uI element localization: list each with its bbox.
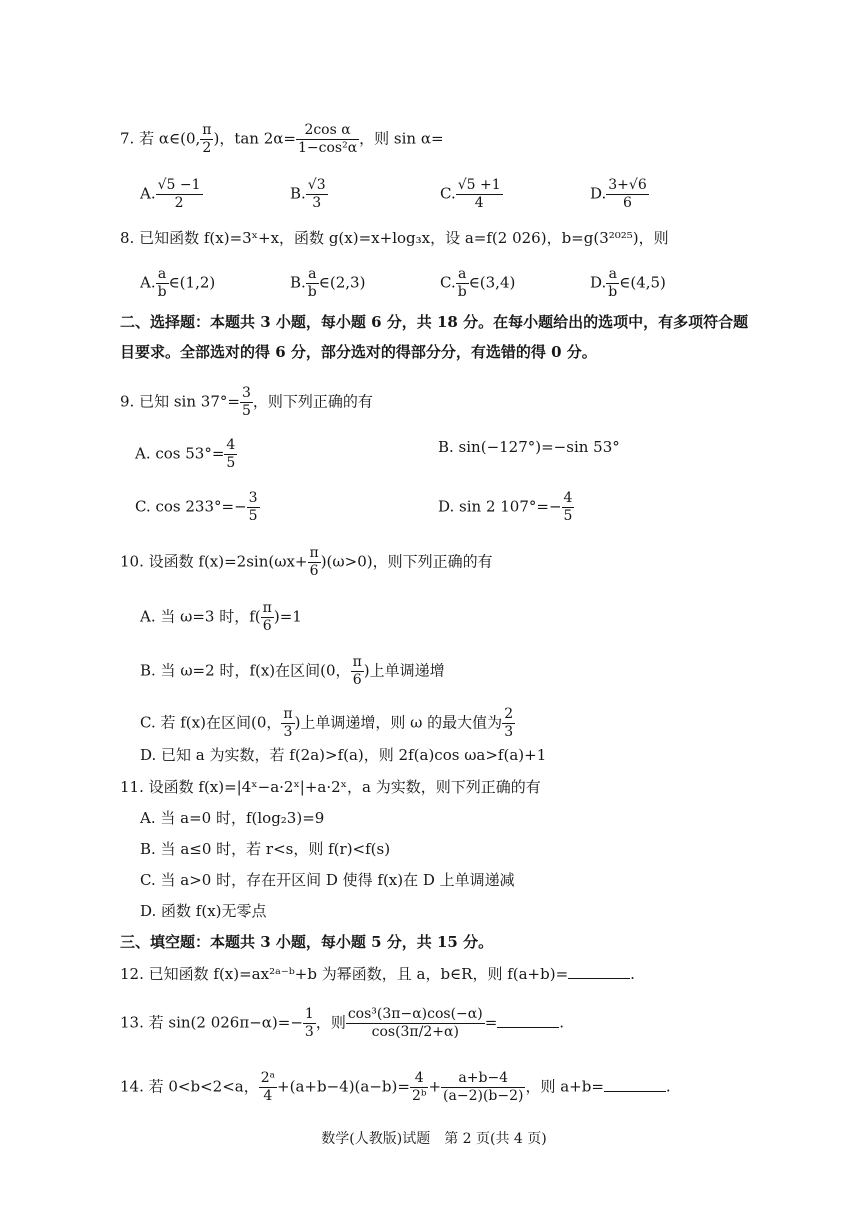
q7-fraction: $\frac{\text{2cos α}}{\text{1−cos²α}}$ (297, 122, 358, 156)
page-footer: 数学(人教版)试题 第 2 页(共 4 页) (321, 1131, 547, 1147)
q7-stem-a: 7. 若 α∈ (120, 129, 181, 148)
q7-option-d: D. $\frac{3+√6}{6}$ (590, 177, 647, 211)
q9-option-d: D. sin 2 107°=− $\frac{4}{5}$ (438, 490, 573, 524)
q11-option-c: C. 当 a>0 时，存在开区间 D 使得 f(x)在 D 上单调递减 (140, 871, 515, 889)
q10-option-b: B. 当 ω=2 时，f(x)在区间(0， $\frac{\pi}{6}$ )上单调递增 (140, 654, 445, 688)
q11-option-a: A. 当 a=0 时，f(log₂3)=9 (140, 809, 325, 827)
q8-option-d: D. $\frac{a}{b}$ ∈(4,5) (590, 266, 666, 300)
q9-option-a: A. cos 53°= $\frac{4}{5}$ (135, 437, 236, 471)
q7-option-b: B. $\frac{√3}{3}$ (290, 177, 326, 211)
q13-answer-blank[interactable] (497, 1013, 559, 1028)
q9-stem: 9. 已知 sin 37°= $\frac{3}{5}$ ，则下列正确的有 (120, 385, 373, 419)
q11-stem: 11. 设函数 f(x)=|4ˣ−a·2ˣ|+a·2ˣ，a 为实数，则下列正确的有 (120, 778, 541, 796)
q7-stem: 7. 若 α∈(0, $\frac{\pi}{2}$ )，tan 2α= $\frac{\text{2cos α}}{\text{1−cos²α}}$ ，则 sin α= (120, 122, 444, 156)
q13-stem: 13. 若 sin(2 026π−α)=− $\frac{1}{3}$ ，则 $\frac{\text{cos³(3π−α)cos(−α)}}{\cos(3\pi/2+\alpha)}$ = . (120, 1006, 565, 1040)
q13-fraction: $\frac{\text{cos³(3π−α)cos(−α)}}{\cos(3\pi/2+\alpha)}$ (347, 1006, 483, 1040)
q9-option-b: B. sin(−127°)=−sin 53° (438, 438, 620, 456)
q7-option-a: A. $\frac{√5 -1}{2}$ (140, 177, 201, 211)
section3-header: 三、填空题：本题共 3 小题，每小题 5 分，共 15 分。 (120, 933, 494, 951)
q8-option-a: A. $\frac{a}{b}$ ∈(1,2) (140, 266, 216, 300)
q8-option-c: C. $\frac{a}{b}$ ∈(3,4) (440, 266, 516, 300)
q14-answer-blank[interactable] (604, 1077, 666, 1092)
q9-option-c: C. cos 233°=− $\frac{3}{5}$ (135, 490, 258, 524)
q8-option-b: B. $\frac{a}{b}$ ∈(2,3) (290, 266, 366, 300)
section2-line1: 二、选择题：本题共 3 小题，每小题 6 分，共 18 分。在每小题给出的选项中，有多项符合题 (120, 313, 749, 331)
section2-line2: 目要求。全部选对的得 6 分，部分选对的得部分分，有选错的得 0 分。 (120, 343, 597, 361)
q7-pi-half: $\frac{\pi}{2}$ (202, 122, 212, 156)
q10-stem: 10. 设函数 f(x)=2sin(ωx+ $\frac{\pi}{6}$ )(ω>0)，则下列正确的有 (120, 545, 493, 579)
q11-option-b: B. 当 a≤0 时，若 r<s，则 f(r)<f(s) (140, 840, 391, 858)
q10-option-a: A. 当 ω=3 时，f( $\frac{\pi}{6}$ )=1 (140, 600, 302, 634)
q11-option-d: D. 函数 f(x)无零点 (140, 902, 267, 920)
q7-option-c: C. $\frac{√5 +1}{4}$ (440, 177, 501, 211)
q10-option-c: C. 若 f(x)在区间(0， $\frac{\pi}{3}$ )上单调递增，则 ω 的最大值为 $\frac{2}{3}$ (140, 706, 514, 740)
q12-answer-blank[interactable] (568, 964, 630, 979)
q10-option-d: D. 已知 a 为实数，若 f(2a)>f(a)，则 2f(a)cos ωa>f(a)+1 (140, 746, 547, 764)
q12-stem: 12. 已知函数 f(x)=ax²ᵃ⁻ᵇ+b 为幂函数，且 a，b∈R，则 f(a+b)= . (120, 965, 635, 983)
q14-stem: 14. 若 0<b<2<a， $\frac{\text{2ᵃ}}{4}$ +(a+b−4)(a−b)= $\frac{4}{\text{2ᵇ}}$ + $\frac{a+b-4}{(a-2)(b-2)}$ ，则 a+b= . (120, 1070, 671, 1104)
q8-stem: 8. 已知函数 f(x)=3ˣ+x，函数 g(x)=x+log₃x，设 a=f(2 026)，b=g(3²⁰²⁵)，则 (120, 229, 669, 247)
